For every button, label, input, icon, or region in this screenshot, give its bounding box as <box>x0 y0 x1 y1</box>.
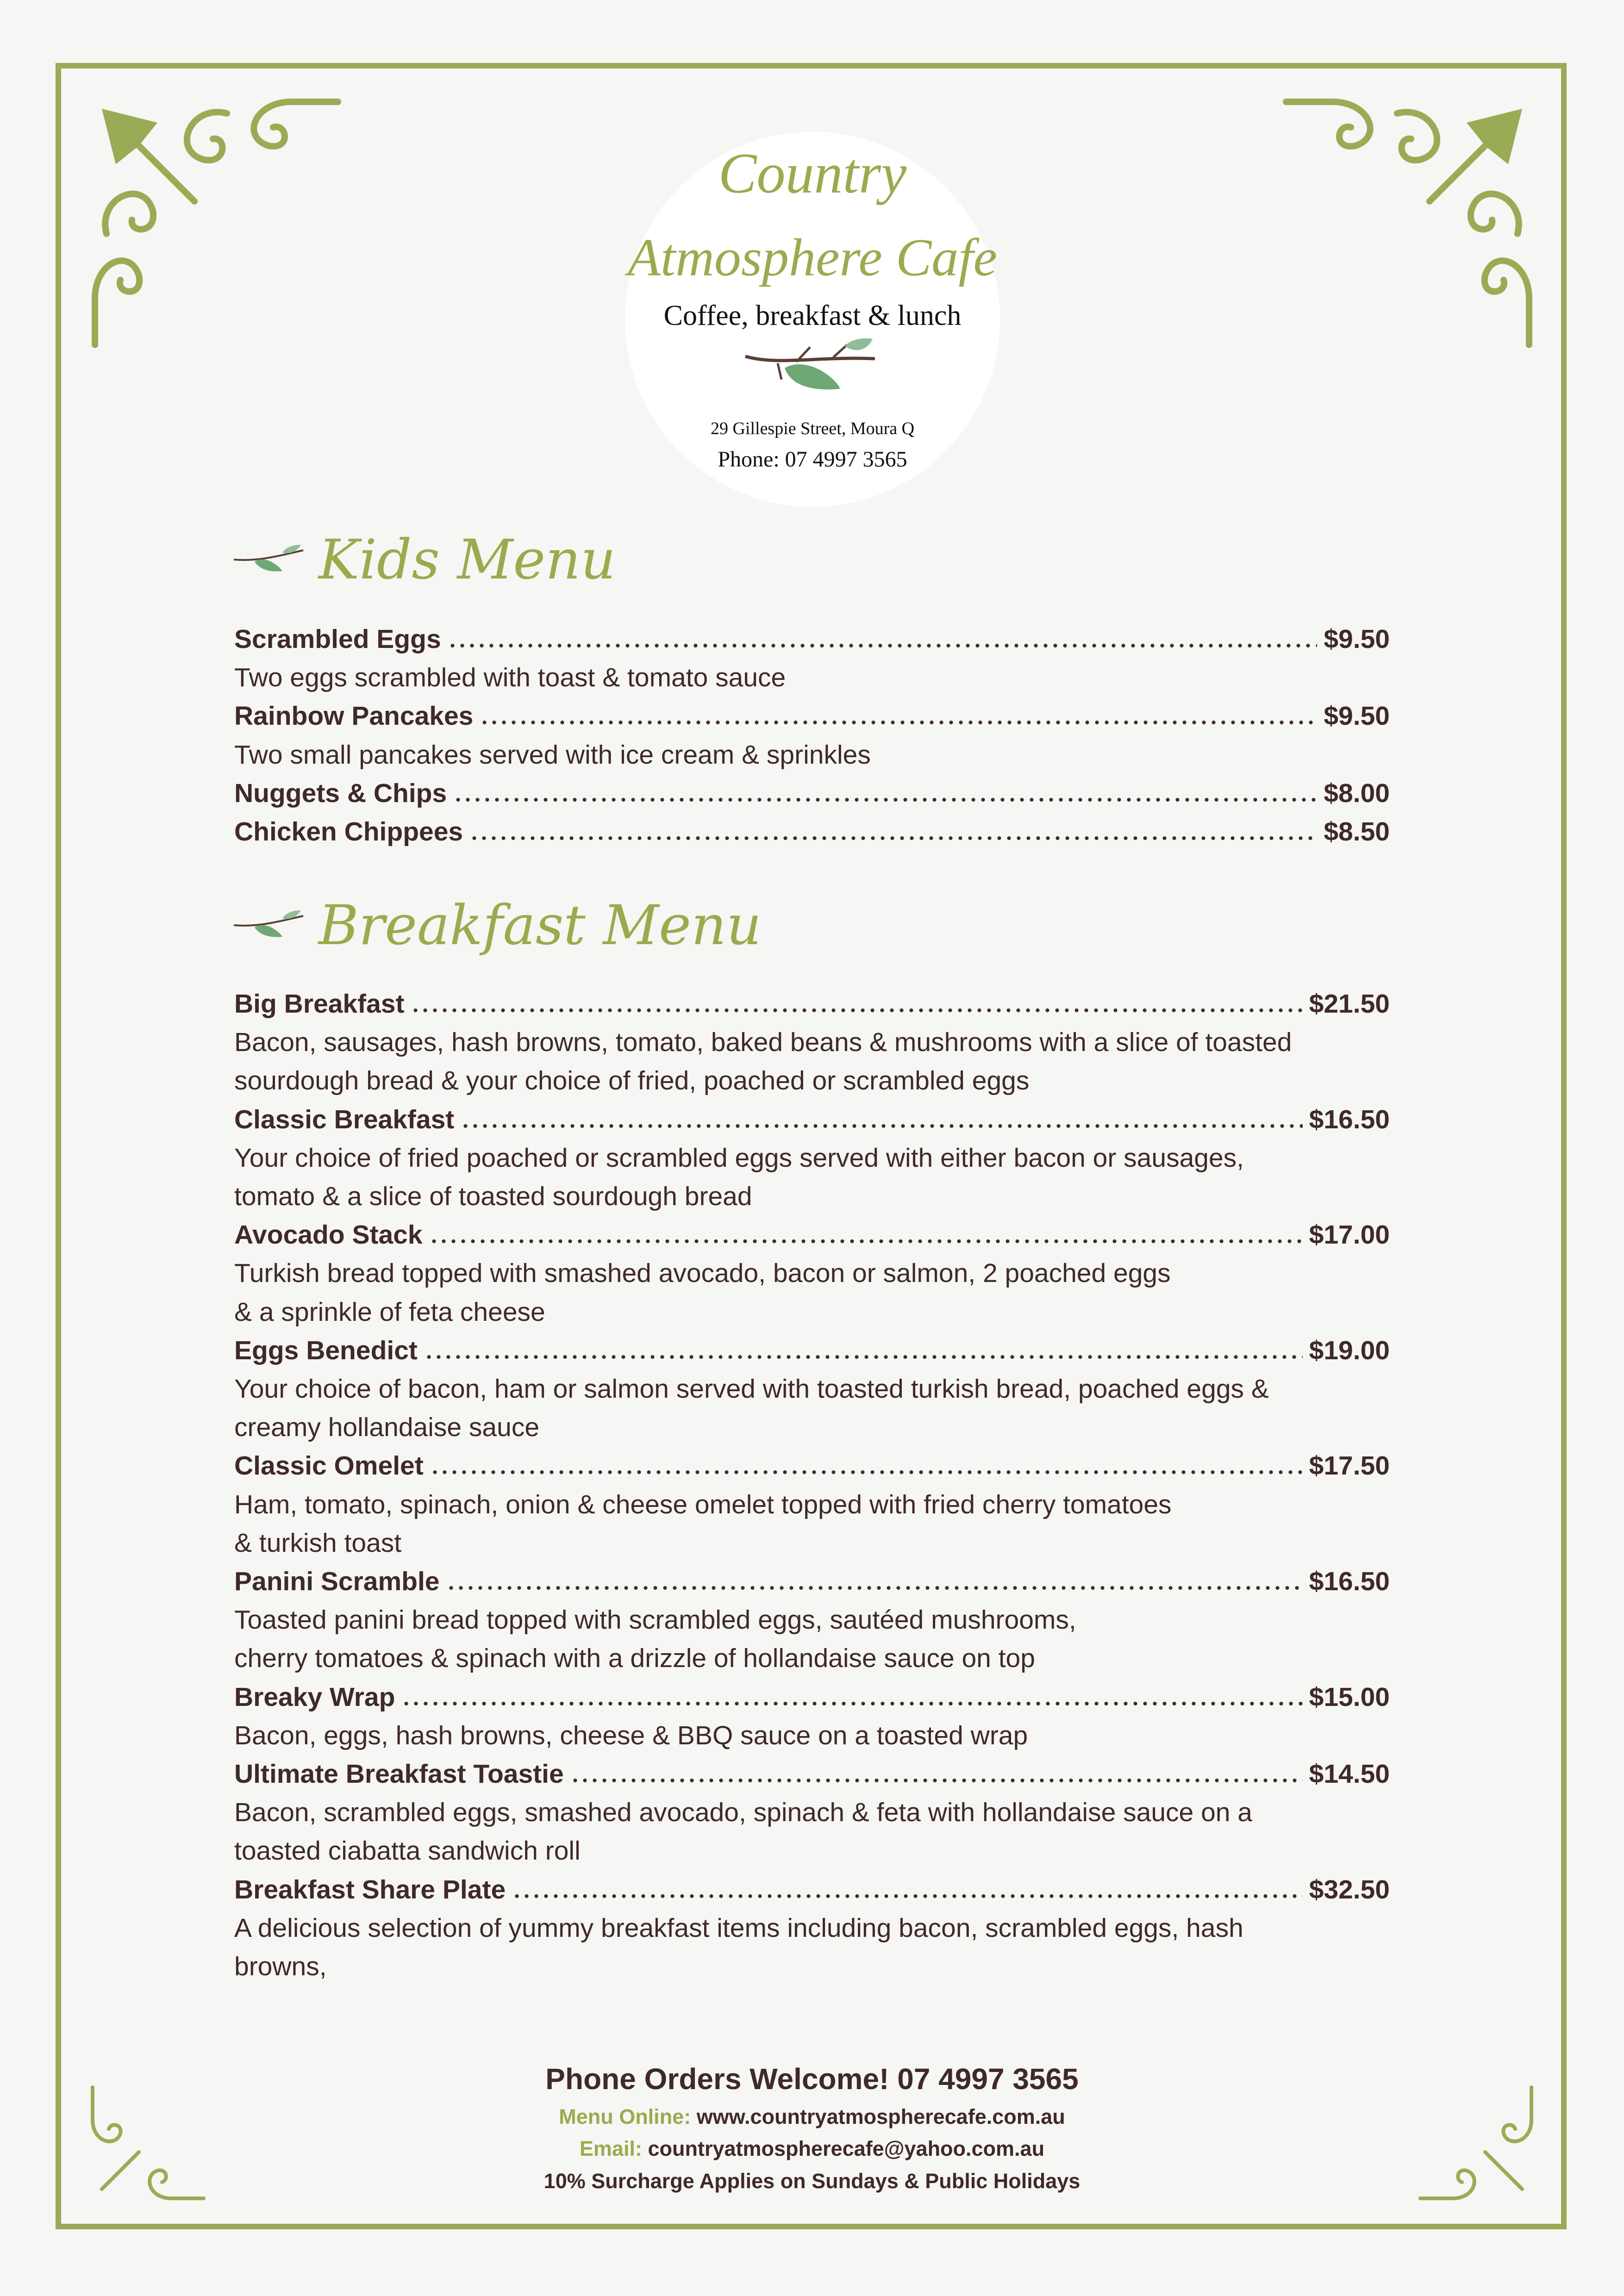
menu-item <box>234 1678 1390 1717</box>
leaf-branch-icon <box>741 338 884 398</box>
dot-leader <box>411 1008 1302 1013</box>
item-name: Chicken Chippees <box>234 817 463 847</box>
menu-item <box>234 620 1390 659</box>
email-label: Email: <box>579 2137 642 2160</box>
item-name: Eggs Benedict <box>234 1335 418 1365</box>
dot-leader <box>461 1124 1302 1128</box>
logo-line-2: Atmosphere Cafe <box>628 228 997 287</box>
leaf-sprig-icon <box>231 541 306 578</box>
item-name: Avocado Stack <box>234 1220 423 1250</box>
item-description: creamy hollandaise sauce <box>234 1412 540 1443</box>
item-name: Nuggets & Chips <box>234 778 447 808</box>
item-price: $16.50 <box>1309 1104 1390 1134</box>
email <box>0 2137 1624 2161</box>
item-price: $14.50 <box>1309 1759 1390 1789</box>
menu-item <box>234 985 1390 1023</box>
item-description: A delicious selection of yummy breakfast items including bacon, scrambled eggs, hash <box>234 1913 1243 1943</box>
item-description: Bacon, sausages, hash browns, tomato, baked beans & mushrooms with a slice of toasted <box>234 1027 1292 1058</box>
item-name: Breaky Wrap <box>234 1682 395 1712</box>
dot-leader <box>430 1470 1303 1475</box>
menu-online <box>0 2105 1624 2129</box>
dot-leader <box>480 720 1317 725</box>
item-price: $9.50 <box>1324 701 1390 731</box>
corner-ornament-top-right-icon <box>1277 95 1536 354</box>
menu-item <box>234 774 1390 813</box>
dot-leader <box>469 836 1317 840</box>
item-description: Your choice of fried poached or scrambled eggs served with either bacon or sausages, <box>234 1143 1244 1173</box>
item-name: Classic Omelet <box>234 1451 424 1481</box>
item-price: $16.50 <box>1309 1567 1390 1597</box>
logo-line-1: Country <box>718 142 907 205</box>
item-price: $17.00 <box>1309 1220 1390 1250</box>
item-price: $32.50 <box>1309 1874 1390 1904</box>
item-price: $17.50 <box>1309 1451 1390 1481</box>
item-name: Panini Scramble <box>234 1567 440 1597</box>
surcharge-note: 10% Surcharge Applies on Sundays & Public Holidays <box>543 2169 1081 2193</box>
item-description: Turkish bread topped with smashed avocado, bacon or salmon, 2 poached eggs <box>234 1258 1171 1288</box>
menu-item <box>234 1332 1390 1370</box>
menu-item <box>234 1871 1390 1909</box>
kids-menu-heading <box>231 528 616 591</box>
dot-leader <box>512 1894 1303 1898</box>
menu-item <box>234 1101 1390 1139</box>
item-price: $15.00 <box>1309 1682 1390 1712</box>
breakfast-menu-heading <box>231 893 762 957</box>
dot-leader <box>446 1586 1303 1590</box>
tagline: Coffee, breakfast & lunch <box>663 300 962 331</box>
item-description: Bacon, eggs, hash browns, cheese & BBQ sauce on a toasted wrap <box>234 1720 1028 1750</box>
address: 29 Gillespie Street, Moura Q <box>710 419 915 438</box>
menu-item <box>234 1562 1390 1601</box>
menu-item <box>234 1447 1390 1485</box>
dot-leader <box>401 1701 1302 1706</box>
item-price: $8.50 <box>1324 817 1390 847</box>
item-description: Two eggs scrambled with toast & tomato sauce <box>234 663 786 693</box>
email-link[interactable]: countryatmospherecafe@yahoo.com.au <box>648 2137 1045 2160</box>
item-price: $21.50 <box>1309 989 1390 1019</box>
dot-leader <box>453 797 1317 802</box>
item-description: Toasted panini bread topped with scrambled eggs, sautéed mushrooms, <box>234 1605 1076 1635</box>
cafe-logo <box>625 132 1000 507</box>
dot-leader <box>429 1239 1303 1244</box>
dot-leader <box>448 643 1318 648</box>
corner-ornament-top-left-icon <box>88 95 347 354</box>
menu-online-label: Menu Online: <box>559 2105 691 2128</box>
dot-leader <box>570 1778 1303 1783</box>
menu-item <box>234 1216 1390 1254</box>
item-name: Rainbow Pancakes <box>234 701 474 731</box>
item-price: $9.50 <box>1324 624 1390 654</box>
item-name: Big Breakfast <box>234 989 405 1019</box>
item-description: & a sprinkle of feta cheese <box>234 1297 545 1327</box>
item-description: Your choice of bacon, ham or salmon served with toasted turkish bread, poached eggs & <box>234 1374 1269 1404</box>
leaf-sprig-icon <box>231 907 306 944</box>
menu-item <box>234 1755 1390 1793</box>
menu-item <box>234 813 1390 851</box>
phone: Phone: 07 4997 3565 <box>718 447 907 472</box>
breakfast-menu-title: Breakfast Menu <box>319 893 762 957</box>
item-description: Bacon, scrambled eggs, smashed avocado, spinach & feta with hollandaise sauce on a <box>234 1798 1253 1828</box>
breakfast-menu-list <box>234 985 1390 1986</box>
phone-orders: Phone Orders Welcome! 07 4997 3565 <box>545 2062 1079 2096</box>
item-name: Ultimate Breakfast Toastie <box>234 1759 564 1789</box>
item-price: $8.00 <box>1324 778 1390 808</box>
item-name: Classic Breakfast <box>234 1104 455 1134</box>
kids-menu-list <box>234 620 1390 851</box>
item-name: Breakfast Share Plate <box>234 1874 506 1904</box>
item-description: toasted ciabatta sandwich roll <box>234 1836 581 1866</box>
item-description: tomato & a slice of toasted sourdough bread <box>234 1182 752 1212</box>
item-description: & turkish toast <box>234 1528 402 1558</box>
dot-leader <box>424 1355 1303 1359</box>
item-description: browns, <box>234 1952 327 1982</box>
kids-menu-title: Kids Menu <box>319 528 616 591</box>
menu-url-link[interactable]: www.countryatmospherecafe.com.au <box>696 2105 1065 2128</box>
item-name: Scrambled Eggs <box>234 624 441 654</box>
item-description: sourdough bread & your choice of fried, poached or scrambled eggs <box>234 1066 1030 1096</box>
menu-item <box>234 697 1390 735</box>
item-description: cherry tomatoes & spinach with a drizzle of hollandaise sauce on top <box>234 1643 1035 1674</box>
item-description: Ham, tomato, spinach, onion & cheese omelet topped with fried cherry tomatoes <box>234 1489 1172 1519</box>
item-description: Two small pancakes served with ice cream & sprinkles <box>234 740 871 770</box>
item-price: $19.00 <box>1309 1335 1390 1365</box>
